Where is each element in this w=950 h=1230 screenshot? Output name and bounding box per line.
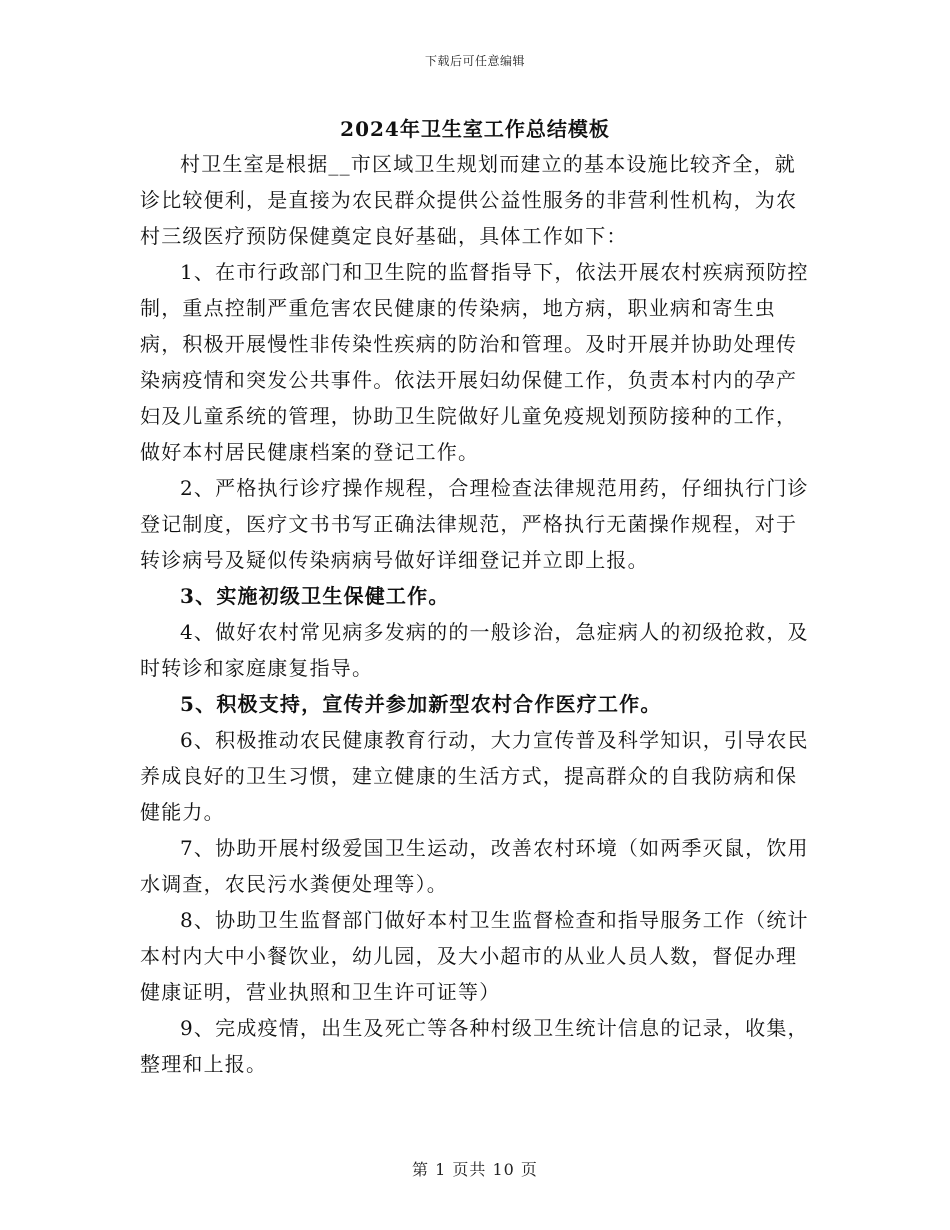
paragraph-item-6: 6、积极推动农民健康教育行动，大力宣传普及科学知识，引导农民养成良好的卫生习惯，建立健康的生活方式，提高群众的自我防病和保健能力。 — [140, 728, 809, 824]
paragraph-intro: 村卫生室是根据__市区域卫生规划而建立的基本设施比较齐全，就诊比较便利，是直接为农民群众提供公益性服务的非营利性机构，为农村三级医疗预防保健奠定良好基础，具体工作如下： — [140, 152, 798, 248]
paragraph-item-2: 2、严格执行诊疗操作规程，合理检查法律规范用药，仔细执行门诊登记制度，医疗文书书写正确法律规范，严格执行无菌操作规程，对于转诊病号及疑似传染病病号做好详细登记并立即上报。 — [140, 476, 809, 572]
paragraph-item-8: 8、协助卫生监督部门做好本村卫生监督检查和指导服务工作（统计本村内大中小餐饮业，幼儿园，及大小超市的从业人员人数，督促办理健康证明，营业执照和卫生许可证等） — [140, 908, 809, 1004]
paragraph-item-7: 7、协助开展村级爱国卫生运动，改善农村环境（如两季灭鼠，饮用水调查，农民污水粪便处理等）。 — [140, 836, 809, 896]
document-title: 2024年卫生室工作总结模板 — [340, 117, 610, 141]
paragraph-item-5: 5、积极支持，宣传并参加新型农村合作医疗工作。 — [180, 692, 662, 716]
paragraph-item-3: 3、实施初级卫生保健工作。 — [180, 584, 450, 608]
paragraph-item-9: 9、完成疫情，出生及死亡等各种村级卫生统计信息的记录，收集，整理和上报。 — [140, 1016, 809, 1076]
paragraph-item-1: 1、在市行政部门和卫生院的监督指导下，依法开展农村疾病预防控制，重点控制严重危害农民健康的传染病，地方病，职业病和寄生虫病，积极开展慢性非传染性疾病的防治和管理。及时开展并协助处理传染病疫情和突发公共事件。依法开展妇幼保健工作，负责本村内的孕产妇及儿童系统的管理，协助卫生院做好儿童免疫规划预防接种的工作，做好本村居民健康档案的登记工作。 — [140, 260, 809, 464]
download-note: 下载后可任意编辑 — [424, 54, 525, 68]
paragraph-item-4: 4、做好农村常见病多发病的的一般诊治，急症病人的初级抢救，及时转诊和家庭康复指导。 — [140, 620, 809, 680]
document-body — [140, 146, 810, 1082]
page-number: 第 1 页共 10 页 — [412, 1160, 538, 1179]
